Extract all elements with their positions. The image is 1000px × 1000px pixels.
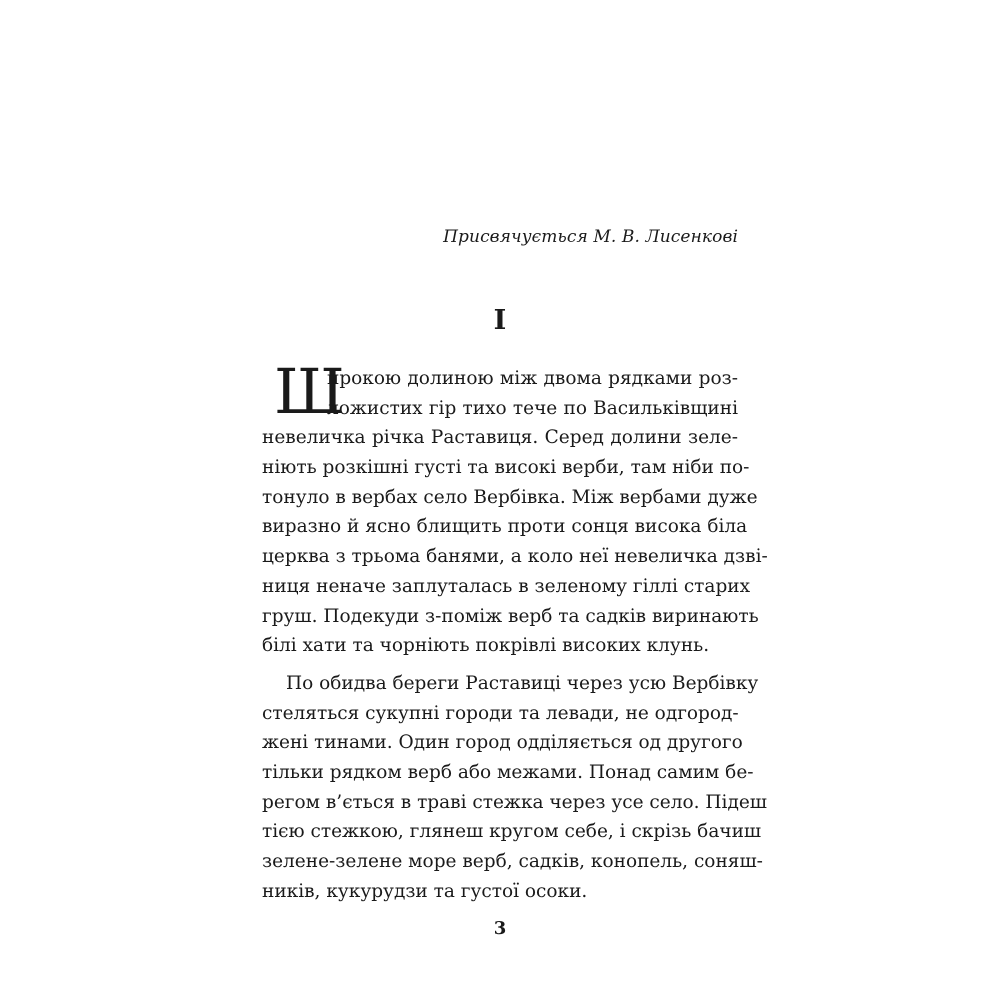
dedication: Присвячується М. В. Лисенкові <box>443 227 738 247</box>
text-line: жені тинами. Один город одділяється од другого <box>262 732 743 754</box>
page-number: 3 <box>493 918 507 939</box>
text-line: груш. Подекуди з-поміж верб та садків виринають <box>262 605 759 627</box>
text-line: тонуло в вербах село Вербівка. Між вербами дуже <box>262 486 758 508</box>
text-line: тільки рядком верб або межами. Понад самим бе- <box>262 761 754 783</box>
text-line-content: ирокою долиною між двома рядками роз- <box>327 368 738 389</box>
text-line: регом в’ється в траві стежка через усе село. Підеш <box>262 791 767 813</box>
text-line: По обидва береги Раставиці через усю Вербівку <box>286 672 759 694</box>
text-line: зелене-зелене море верб, садків, конопель, соняш- <box>262 851 763 872</box>
text-line: ниця неначе заплуталась в зеленому гіллі старих <box>262 575 751 597</box>
text-line: білі хати та чорніють покрівлі високих клунь. <box>262 635 710 657</box>
text-line: виразно й ясно блищить проти сонця висока біла <box>262 516 748 538</box>
drop-cap: Ш <box>274 355 345 428</box>
text-line: тією стежкою, глянеш кругом себе, і скрізь бачиш <box>262 821 762 843</box>
body-text <box>262 355 768 906</box>
paragraph-2 <box>262 669 767 907</box>
chapter-heading: I <box>493 305 507 336</box>
text-line: ніють розкішні густі та високі верби, там ніби по- <box>262 457 750 479</box>
text-line: невеличка річка Раставиця. Серед долини зеле- <box>262 427 738 449</box>
paragraph-1 <box>262 355 768 661</box>
text-line: ників, кукурудзи та густої осоки. <box>262 880 588 902</box>
text-line: ложистих гір тихо тече по Васильківщині <box>327 397 738 419</box>
text-line: церква з трьома банями, а коло неї невеличка дзві- <box>262 546 768 568</box>
text-line: стеляться сукупні городи та левади, не одгород- <box>262 702 739 724</box>
